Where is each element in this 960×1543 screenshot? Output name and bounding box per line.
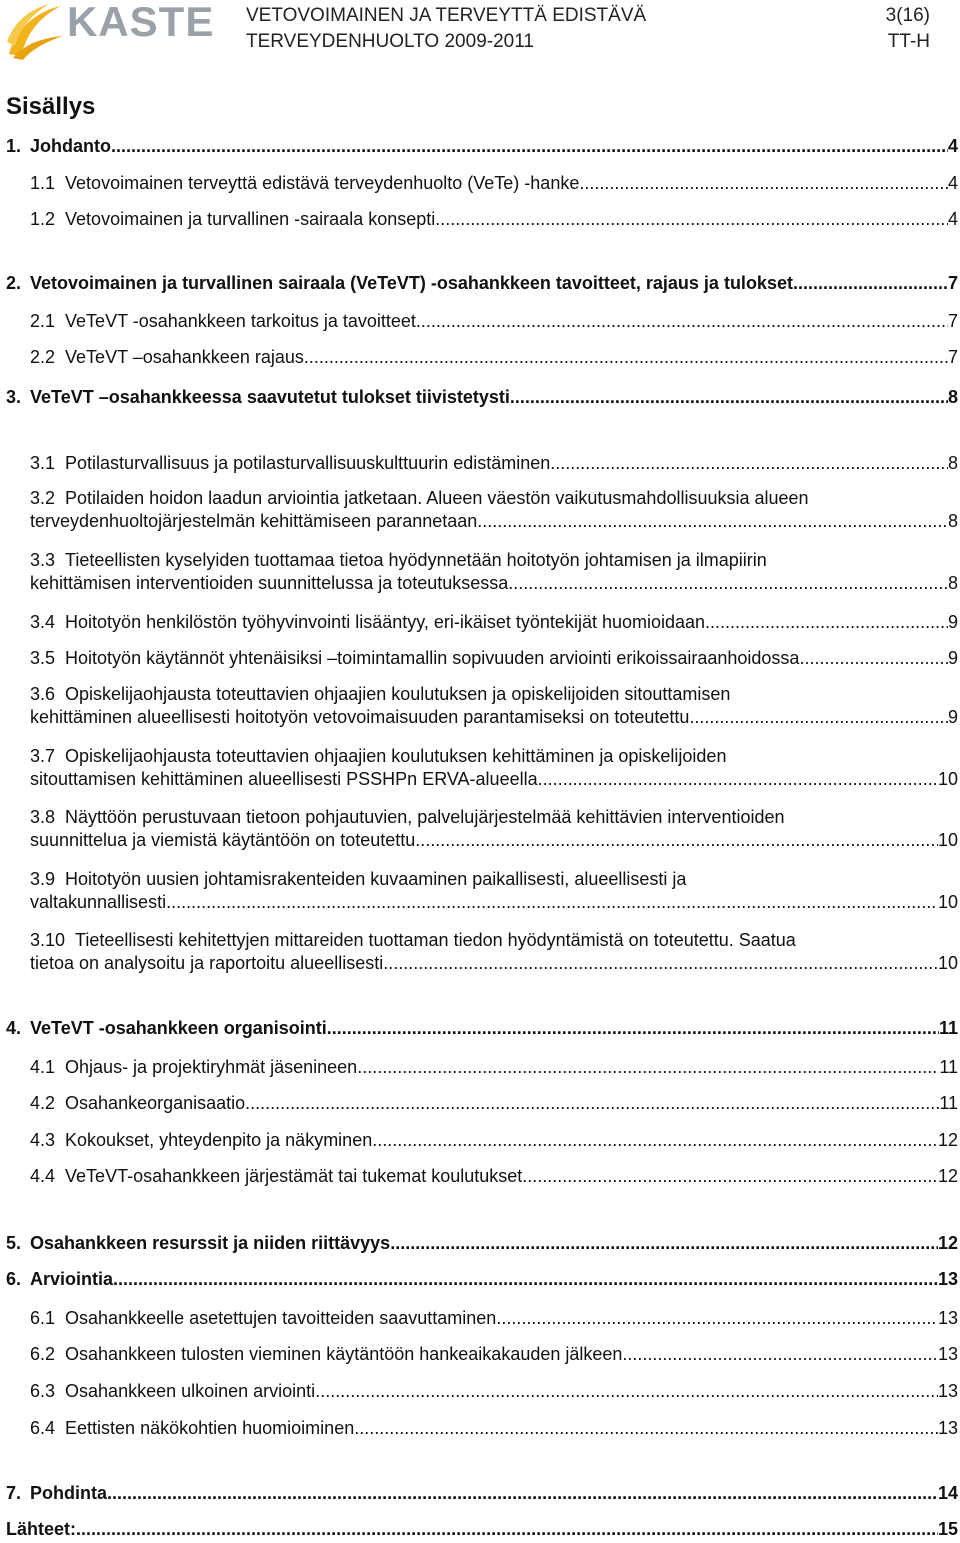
toc-entry-number: 3.3 [30, 550, 56, 570]
toc-heading: Sisällys [6, 93, 96, 120]
toc-entry-text: VeTeVT -osahankkeen tarkoitus ja tavoitteet [65, 311, 416, 331]
toc-entry[interactable] [6, 135, 958, 158]
toc-entry-text: Hoitotyön käytännöt yhtenäisiksi –toimintamallin sopivuuden arviointi erikoissairaanhoidossa [65, 648, 800, 668]
toc-entry[interactable] [6, 1518, 958, 1541]
dot-leader [388, 952, 938, 975]
dot-leader [357, 1056, 939, 1079]
toc-entry-number: 4.2 [30, 1093, 56, 1113]
toc-entry-page: 7 [947, 273, 958, 293]
dot-leader [245, 1092, 939, 1115]
toc-entry[interactable] [30, 683, 958, 729]
toc-entry[interactable] [30, 1056, 958, 1079]
toc-entry-text: Osahankkeen ulkoinen arviointi [65, 1381, 316, 1401]
toc-entry[interactable] [6, 1232, 958, 1255]
toc-entry-number: 2.2 [30, 347, 56, 367]
page-header [0, 0, 960, 66]
header-page-number: 3(16) [885, 5, 930, 26]
toc-entry-page: 13 [937, 1269, 958, 1289]
logo-text: KASTE [67, 0, 215, 45]
toc-entry-number: 2. [6, 273, 22, 293]
toc-entry[interactable] [30, 1165, 958, 1188]
toc-entry-page: 13 [937, 1418, 958, 1438]
toc-entry-text: Lähteet: [6, 1519, 77, 1539]
toc-entry[interactable] [30, 549, 958, 595]
toc-entry-text: VeTeVT-osahankkeen järjestämät tai tukemat koulutukset [65, 1166, 523, 1186]
toc-entry-page: 14 [937, 1483, 958, 1503]
toc-entry-text-continued: suunnittelua ja viemistä käytäntöön on toteutettu [30, 830, 416, 850]
toc-entry-page: 7 [947, 311, 958, 331]
toc-entry-text-continued: valtakunnallisesti [30, 892, 167, 912]
toc-entry-text: Osahankkeen resurssit ja niiden riittävyys [30, 1233, 391, 1253]
toc-entry-page: 4 [947, 209, 958, 229]
toc-entry-number: 3.1 [30, 453, 56, 473]
dot-leader [372, 1129, 938, 1152]
toc-entry-text: Ohjaus- ja projektiryhmät jäsenineen [65, 1057, 358, 1077]
toc-entry-number: 4.4 [30, 1166, 56, 1186]
toc-entry-text: Hoitotyön uusien johtamisrakenteiden kuvaaminen paikallisesti, alueellisesti ja [65, 869, 687, 889]
toc-entry-page: 11 [939, 1093, 958, 1113]
toc-entry-page: 8 [947, 387, 958, 407]
toc-entry[interactable] [30, 487, 958, 533]
toc-entry-number: 3.7 [30, 746, 56, 766]
toc-entry[interactable] [30, 806, 958, 852]
dot-leader [435, 208, 948, 231]
toc-entry[interactable] [30, 172, 958, 195]
toc-entry-page: 13 [937, 1381, 958, 1401]
toc-entry[interactable] [30, 1307, 958, 1330]
toc-entry-number: 6. [6, 1269, 22, 1289]
toc-entry-page: 15 [937, 1519, 958, 1539]
toc-entry[interactable] [30, 745, 958, 791]
toc-entry-text: Vetovoimainen ja turvallinen sairaala (VeTeVT) -osahankkeen tavoitteet, rajaus ja tulokset [30, 273, 793, 293]
toc-entry-text: VeTeVT –osahankkeessa saavutetut tulokset tiivistetysti [30, 387, 510, 407]
dot-leader [390, 1232, 938, 1255]
toc-entry-text: Opiskelijaohjausta toteuttavien ohjaajien koulutuksen kehittäminen ja opiskelijoiden [65, 746, 727, 766]
dot-leader [416, 310, 948, 333]
toc-entry-page: 10 [937, 892, 958, 912]
kaste-swoosh-icon [5, 2, 65, 60]
dot-leader [689, 706, 948, 729]
toc-entry-text-continued: sitouttamisen kehittäminen alueellisesti PSSHPn ERVA-alueella [30, 769, 538, 789]
dot-leader [113, 1268, 938, 1291]
toc-entry-text: VeTeVT –osahankkeen rajaus [65, 347, 304, 367]
toc-entry-text: Opiskelijaohjausta toteuttavien ohjaajien koulutuksen ja opiskelijoiden sitouttamisen [65, 684, 731, 704]
toc-entry-page: 8 [947, 453, 958, 473]
toc-entry-number: 1. [6, 136, 22, 156]
toc-entry[interactable] [6, 272, 958, 295]
toc-entry-number: 3.5 [30, 648, 56, 668]
toc-entry[interactable] [30, 929, 958, 975]
toc-entry-text: Potilasturvallisuus ja potilasturvallisuuskulttuurin edistäminen [65, 453, 551, 473]
dot-leader [482, 510, 948, 533]
toc-entry-text: Pohdinta [30, 1483, 108, 1503]
toc-entry-number: 5. [6, 1233, 22, 1253]
toc-entry[interactable] [6, 386, 958, 409]
toc-entry-page: 9 [947, 612, 958, 632]
toc-entry[interactable] [30, 868, 958, 914]
toc-entry-number: 3.10 [30, 930, 66, 950]
toc-entry-number: 4. [6, 1018, 22, 1038]
toc-entry-number: 7. [6, 1483, 22, 1503]
toc-entry-number: 3.6 [30, 684, 56, 704]
toc-entry-text: Vetovoimainen terveyttä edistävä terveydenhuolto (VeTe) -hanke [65, 173, 580, 193]
toc-entry[interactable] [30, 611, 958, 634]
header-title-line1: VETOVOIMAINEN JA TERVEYTTÄ EDISTÄVÄ [246, 5, 647, 26]
toc-entry-text: Tieteellisesti kehitettyjen mittareiden tuottaman tiedon hyödyntämistä on toteutettu. Saatua [75, 930, 796, 950]
dot-leader [705, 611, 948, 634]
toc-entry-text: Tieteellisten kyselyiden tuottamaa tietoa hyödynnetään hoitotyön johtamisen ja ilmapiirin [65, 550, 767, 570]
toc-entry[interactable] [30, 452, 958, 475]
dot-leader [496, 1307, 938, 1330]
header-author: TT-H [887, 31, 930, 52]
dot-leader [111, 135, 948, 158]
dot-leader [799, 647, 948, 670]
toc-entry-page: 4 [947, 173, 958, 193]
toc-entry-number: 6.4 [30, 1418, 56, 1438]
toc-entry[interactable] [6, 1482, 958, 1505]
toc-entry-text: Eettisten näkökohtien huomioiminen [65, 1418, 355, 1438]
toc-entry-number: 6.3 [30, 1381, 56, 1401]
toc-entry-page: 7 [947, 347, 958, 367]
dot-leader [793, 272, 948, 295]
toc-entry[interactable] [30, 1380, 958, 1403]
toc-entry-text: Osahankkeelle asetettujen tavoitteiden saavuttaminen [65, 1308, 497, 1328]
toc-entry-number: 1.2 [30, 209, 56, 229]
toc-entry-page: 12 [937, 1130, 958, 1150]
toc-entry[interactable] [30, 1092, 958, 1115]
toc-entry-text: Potilaiden hoidon laadun arviointia jatketaan. Alueen väestön vaikutusmahdollisuuksia alueen [65, 488, 809, 508]
dot-leader [415, 829, 938, 852]
header-title-line2: TERVEYDENHUOLTO 2009-2011 [246, 31, 534, 52]
toc-entry-text: Kokoukset, yhteydenpito ja näkyminen [65, 1130, 373, 1150]
dot-leader [327, 1017, 939, 1040]
toc-entry-number: 3.8 [30, 807, 56, 827]
toc-entry-page: 10 [937, 830, 958, 850]
toc-entry-text: Arviointia [30, 1269, 114, 1289]
toc-entry[interactable] [6, 1017, 958, 1040]
toc-entry-number: 4.1 [30, 1057, 56, 1077]
toc-entry-page: 8 [947, 573, 958, 593]
toc-entry-text: Näyttöön perustuvaan tietoon pohjautuvien, palvelujärjestelmää kehittävien interventioiden [65, 807, 785, 827]
toc-entry-text-continued: tietoa on analysoitu ja raportoitu alueellisesti. [30, 953, 389, 973]
toc-entry-page: 10 [937, 769, 958, 789]
toc-entry-text-continued: terveydenhuoltojärjestelmän kehittämiseen parannetaan. [30, 511, 483, 531]
toc-entry-number: 1.1 [30, 173, 56, 193]
toc-entry[interactable] [30, 346, 958, 369]
toc-entry-text: VeTeVT -osahankkeen organisointi [30, 1018, 327, 1038]
toc-entry-number: 3.2 [30, 488, 56, 508]
dot-leader [107, 1482, 938, 1505]
toc-entry-page: 9 [947, 648, 958, 668]
toc-entry-text: Johdanto [30, 136, 112, 156]
dot-leader [510, 386, 948, 409]
toc-entry-number: 3.9 [30, 869, 56, 889]
toc-entry-number: 6.1 [30, 1308, 56, 1328]
dot-leader [315, 1380, 938, 1403]
toc-entry-page: 11 [939, 1057, 958, 1077]
toc-entry[interactable] [30, 1129, 958, 1152]
toc-entry-page: 8 [947, 511, 958, 531]
toc-entry-text: Vetovoimainen ja turvallinen -sairaala konsepti [65, 209, 436, 229]
toc-entry-page: 4 [947, 136, 958, 156]
toc-entry[interactable] [6, 1268, 958, 1291]
toc-entry[interactable] [30, 310, 958, 333]
toc-entry[interactable] [30, 1343, 958, 1366]
toc-entry-number: 3. [6, 387, 22, 407]
dot-leader [166, 891, 938, 914]
toc-entry-page: 11 [938, 1018, 958, 1038]
dot-leader [550, 452, 948, 475]
toc-entry-number: 2.1 [30, 311, 56, 331]
toc-entry[interactable] [30, 647, 958, 670]
dot-leader [304, 346, 948, 369]
dot-leader [354, 1417, 938, 1440]
toc-entry-text: Osahankkeen tulosten vieminen käytäntöön hankeaikakauden jälkeen [65, 1344, 623, 1364]
toc-entry-page: 13 [937, 1308, 958, 1328]
toc-entry-page: 12 [937, 1166, 958, 1186]
dot-leader [76, 1518, 938, 1541]
toc-entry-page: 10 [937, 953, 958, 973]
toc-entry[interactable] [30, 1417, 958, 1440]
toc-entry-page: 12 [937, 1233, 958, 1253]
dot-leader [522, 1165, 938, 1188]
kaste-logo [5, 0, 215, 62]
toc-entry-page: 13 [937, 1344, 958, 1364]
dot-leader [538, 768, 938, 791]
toc-entry-text: Osahankeorganisaatio [65, 1093, 246, 1113]
toc-entry-text-continued: kehittäminen alueellisesti hoitotyön vetovoimaisuuden parantamiseksi on toteutettu [30, 707, 690, 727]
toc-entry[interactable] [30, 208, 958, 231]
dot-leader [579, 172, 948, 195]
toc-entry-number: 3.4 [30, 612, 56, 632]
dot-leader [513, 572, 948, 595]
toc-entry-number: 6.2 [30, 1344, 56, 1364]
dot-leader [622, 1343, 938, 1366]
toc-entry-text-continued: kehittämisen interventioiden suunnittelussa ja toteutuksessa. [30, 573, 514, 593]
toc-entry-number: 4.3 [30, 1130, 56, 1150]
toc-entry-page: 9 [947, 707, 958, 727]
toc-entry-text: Hoitotyön henkilöstön työhyvinvointi lisääntyy, eri-ikäiset työntekijät huomioidaan [65, 612, 706, 632]
